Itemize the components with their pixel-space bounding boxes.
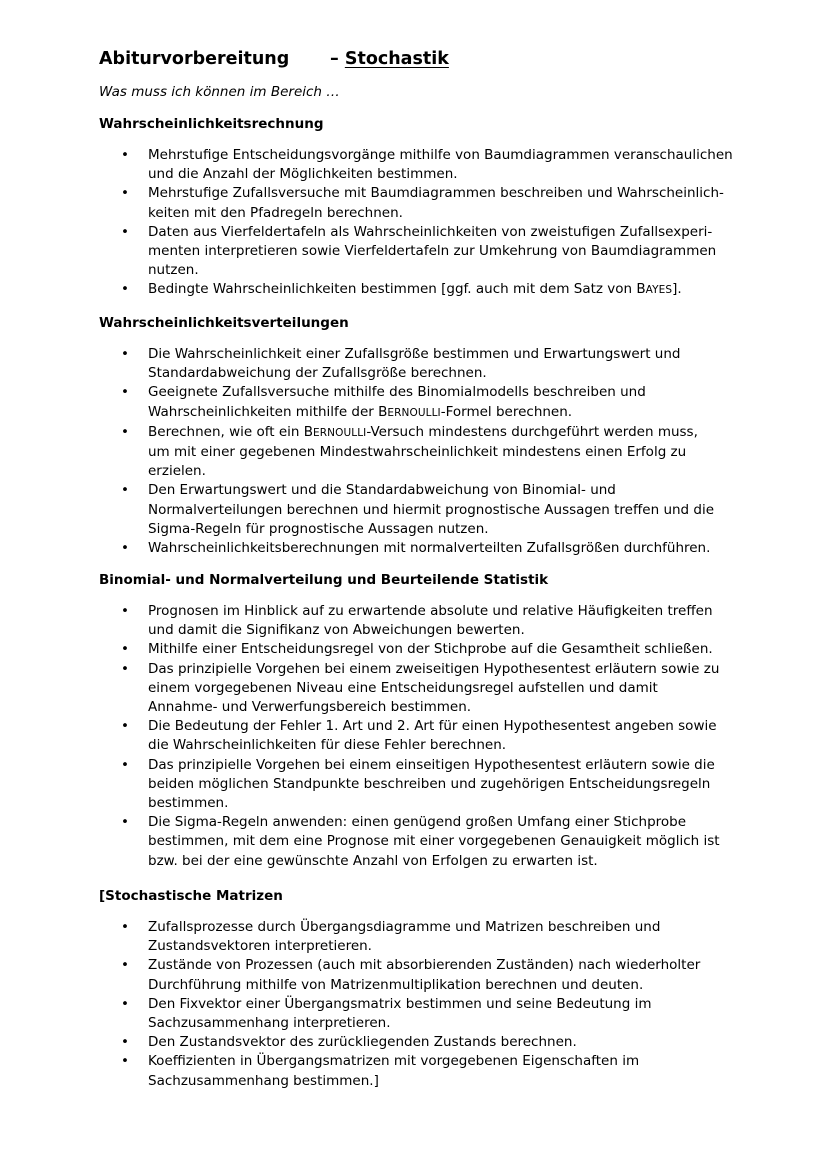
list-item <box>121 423 761 482</box>
list-item <box>121 1033 761 1052</box>
bullet-icon: • <box>121 995 129 1012</box>
bullet-icon: • <box>121 957 129 974</box>
list-item-text: Die Wahrscheinlichkeit einer Zufallsgröße bestimmen und Erwartungswert und Standardabweichung der Zufallsgröße berechnen. <box>148 346 681 382</box>
bullet-icon: • <box>121 660 129 677</box>
bullet-icon: • <box>121 223 129 240</box>
section-heading: Wahrscheinlichkeitsrechnung <box>99 116 324 132</box>
list-item <box>121 1052 761 1090</box>
list-item-text: Zufallsprozesse durch Übergangsdiagramme und Matrizen beschreiben und Zustandsvektoren interpretieren. <box>148 919 661 955</box>
section-heading: [Stochastische Matrizen <box>99 888 283 904</box>
list-item <box>121 345 761 383</box>
page-title <box>99 49 449 69</box>
bullet-icon: • <box>121 718 129 735</box>
list-item <box>121 918 761 956</box>
bullet-icon: • <box>121 540 129 557</box>
list-item <box>121 813 761 871</box>
list-item-text: Das prinzipielle Vorgehen bei einem zweiseitigen Hypothesentest erläutern sowie zu einem vorgegebenen Niveau eine Entscheidungsregel aufstellen und damit Annahme- und Verwerfungsbereich bestimmen. <box>148 660 720 716</box>
title-main: Abiturvorbereitung <box>99 49 290 69</box>
list-item-text: Mehrstufige Entscheidungsvorgänge mithilfe von Baumdiagrammen veranschaulichen und die Anzahl der Möglichkeiten bestimmen. <box>148 147 733 183</box>
list-item <box>121 481 761 539</box>
section-heading: Binomial- und Normalverteilung und Beurteilende Statistik <box>99 572 549 588</box>
list-item <box>121 146 761 184</box>
bullet-icon: • <box>121 384 129 401</box>
list-item <box>121 539 761 558</box>
bullet-icon: • <box>121 185 129 202</box>
section-heading: Wahrscheinlichkeitsverteilungen <box>99 315 349 331</box>
list-item <box>121 223 761 281</box>
list-item-text: Wahrscheinlichkeitsberechnungen mit normalverteilten Zufallsgrößen durchführen. <box>148 540 711 557</box>
list-item-text: Zustände von Prozessen (auch mit absorbierenden Zuständen) nach wiederholter Durchführung mithilfe von Matrizenmultiplikation berechnen und deuten. <box>148 957 701 993</box>
list-item <box>121 383 761 422</box>
list-item-text: Die Bedeutung der Fehler 1. Art und 2. Art für einen Hypothesentest angeben sowie die Wahrscheinlichkeiten für diese Fehler berechnen. <box>148 718 717 754</box>
bullet-list <box>121 602 761 871</box>
bullet-list <box>121 146 761 301</box>
list-item-text: Das prinzipielle Vorgehen bei einem einseitigen Hypothesentest erläutern sowie die beiden möglichen Standpunkte beschreiben und zugehörigen Entscheidungsregeln bestimmen. <box>148 756 715 812</box>
list-item-text: Den Fixvektor einer Übergangsmatrix bestimmen und seine Bedeutung im Sachzusammenhang interpretieren. <box>148 995 652 1032</box>
list-item-text: Den Erwartungswert und die Standardabweichung von Binomial- und Normalverteilungen berechnen und hiermit prognostische Aussagen treffen und die Sigma-Regeln für prognostische Aussagen nutzen. <box>148 482 715 537</box>
list-item <box>121 717 761 755</box>
list-item-text: Koeffizienten in Übergangsmatrizen mit vorgegebenen Eigenschaften im Sachzusammenhang bestimmen.] <box>148 1053 640 1089</box>
bullet-icon: • <box>121 919 129 935</box>
list-item-text: Prognosen im Hinblick auf zu erwartende absolute und relative Häufigkeiten treffen und damit die Signifikanz von Abweichungen bewerten. <box>148 603 713 639</box>
list-item-text: Geeignete Zufallsversuche mithilfe des Binomialmodells beschreiben und Wahrscheinlichkeiten mithilfe der BERNOULLI-Formel berechnen. <box>148 384 646 420</box>
list-item-text: Berechnen, wie oft ein BERNOULLI-Versuch mindestens durchgeführt werden muss, um mit einer gegebenen Mindestwahrscheinlichkeit mindestens einen Erfolg zu erzielen. <box>148 423 698 480</box>
list-item <box>121 956 761 994</box>
list-item <box>121 184 761 222</box>
small-caps-name: ERNOULLI <box>387 406 441 419</box>
list-item-text: Mehrstufige Zufallsversuche mit Baumdiagrammen beschreiben und Wahrscheinlich- keiten mit den Pfadregeln berechnen. <box>148 185 724 221</box>
small-caps-name: AYES <box>645 284 673 297</box>
bullet-icon: • <box>121 814 129 831</box>
list-item <box>121 640 761 659</box>
small-caps-name: ERNOULLI <box>313 426 367 439</box>
list-item <box>121 660 761 718</box>
bullet-icon: • <box>121 346 129 362</box>
bullet-icon: • <box>121 756 129 773</box>
list-item-text: Daten aus Vierfeldertafeln als Wahrscheinlichkeiten von zweistufigen Zufallsexperi- menten interpretieren sowie Vierfeldertafeln zur Umkehrung von Baumdiagrammen nutzen. <box>148 223 717 279</box>
list-item-text: Den Zustandsvektor des zurückliegenden Zustands berechnen. <box>148 1034 577 1051</box>
title-subject <box>330 49 449 69</box>
bullet-icon: • <box>121 641 129 658</box>
list-item <box>121 602 761 640</box>
bullet-icon: • <box>121 1053 129 1070</box>
list-item <box>121 995 761 1033</box>
list-item <box>121 756 761 814</box>
bullet-icon: • <box>121 603 129 619</box>
list-item-text: Bedingte Wahrscheinlichkeiten bestimmen [ggf. auch mit dem Satz von BAYES]. <box>148 281 682 298</box>
title-subject-text: Stochastik <box>344 49 449 69</box>
bullet-icon: • <box>121 281 129 298</box>
bullet-icon: • <box>121 147 129 163</box>
intro-text: Was muss ich können im Bereich … <box>99 84 340 100</box>
bullet-list <box>121 345 761 558</box>
list-item-text: Mithilfe einer Entscheidungsregel von der Stichprobe auf die Gesamtheit schließen. <box>148 641 713 658</box>
bullet-icon: • <box>121 423 129 440</box>
bullet-icon: • <box>121 1034 129 1051</box>
list-item-text: Die Sigma-Regeln anwenden: einen genügend großen Umfang einer Stichprobe bestimmen, mit dem eine Prognose mit einer vorgegebenen Genauigkeit möglich ist bzw. bei der eine gewünschte Anzahl von Erfolgen zu erwarten ist. <box>148 814 720 869</box>
title-dash: – <box>330 49 339 69</box>
bullet-list <box>121 918 761 1091</box>
bullet-icon: • <box>121 482 129 499</box>
list-item <box>121 280 761 300</box>
